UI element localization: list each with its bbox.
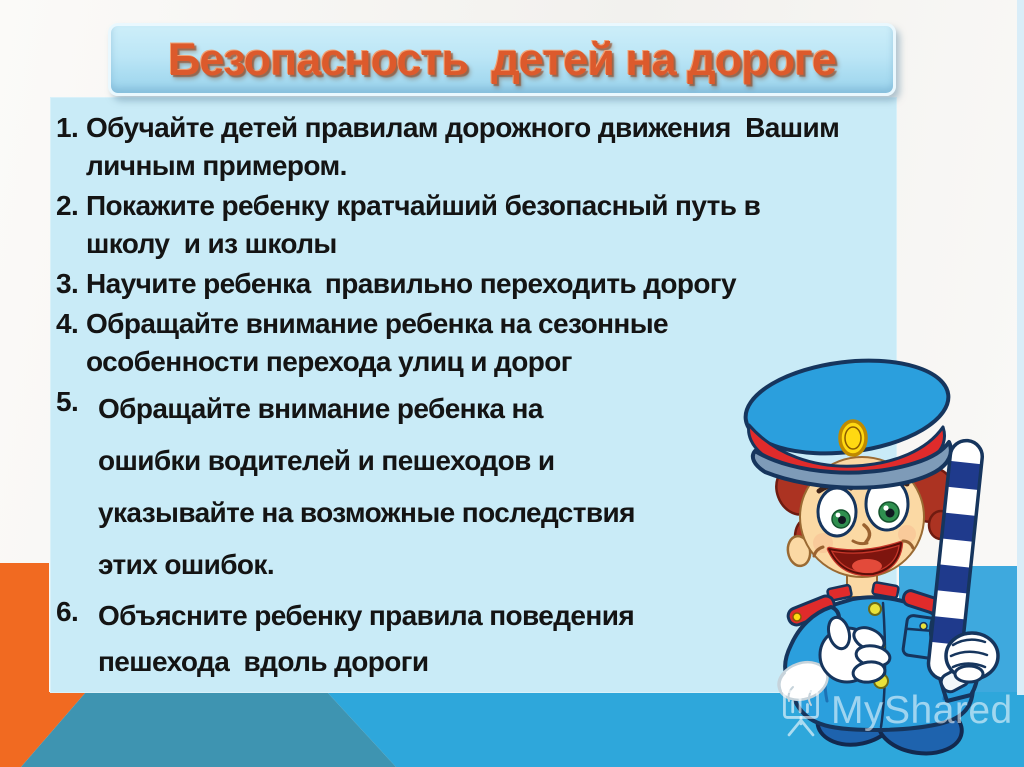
list-item — [56, 109, 897, 185]
myshared-watermark — [778, 682, 1013, 740]
slide-title: Безопасность детей на дороге — [168, 33, 836, 85]
list-item-number: 5. — [56, 386, 79, 417]
projector-screen-icon — [778, 682, 824, 740]
watermark-label: MyShared — [831, 689, 1013, 732]
list-item-number: 2. — [56, 190, 79, 221]
list-item-text: Научите ребенка правильно переходить дорогу — [86, 268, 736, 299]
list-item-number: 1. — [56, 112, 79, 143]
list-item-number: 3. — [56, 268, 79, 299]
list-item-text: Обучайте детей правилам дорожного движения Вашим личным примером. — [86, 112, 840, 181]
list-item-text: Обращайте внимание ребенка на сезонные особенности перехода улиц и дорог — [86, 308, 668, 377]
list-item — [56, 265, 897, 303]
list-item — [56, 187, 897, 263]
list-item-text: Покажите ребенку кратчайший безопасный путь в школу и из школы — [86, 190, 761, 259]
list-item-number: 6. — [56, 596, 79, 627]
police-cap — [740, 355, 953, 488]
list-item-number: 4. — [56, 308, 79, 339]
cap-badge — [840, 421, 866, 455]
list-item-text: Обращайте внимание ребенка на ошибки водителей и пешеходов и указывайте на возможные последствия этих ошибок. — [98, 393, 635, 580]
list-item-text: Объясните ребенку правила поведения пешехода вдоль дороги — [98, 600, 635, 677]
title-banner — [108, 23, 896, 96]
